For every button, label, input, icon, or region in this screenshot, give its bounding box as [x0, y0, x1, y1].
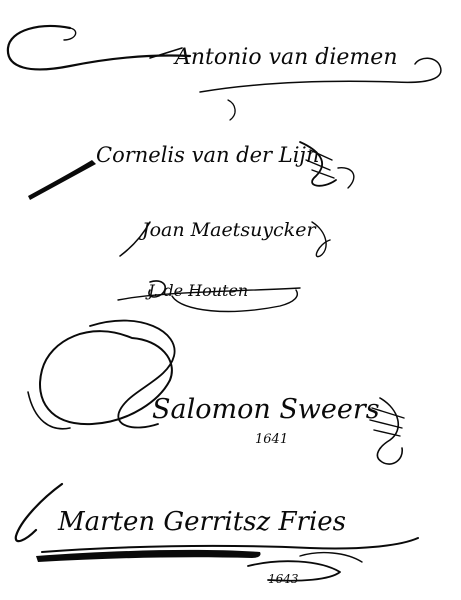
signature-text: Antonio van diemen: [175, 45, 398, 70]
signature-j-de-houten: [118, 281, 300, 312]
signature-salomon-sweers: [28, 321, 404, 464]
signature-marten-gerritsz-fries: [16, 484, 418, 586]
signature-antonio-van-diemen: [8, 26, 441, 120]
signature-text: Cornelis van der Lijn: [96, 143, 320, 167]
signature-year: 1641: [255, 432, 289, 447]
signature-text: Joan Maetsuycker: [142, 219, 316, 241]
signature-text: Salomon Sweers: [152, 394, 380, 425]
signature-cornelis-van-der-lijn: [28, 142, 354, 200]
signature-year: 1643: [268, 572, 299, 586]
signature-text: Marten Gerritsz Fries: [58, 507, 346, 537]
signature-text: J. de Houten: [148, 281, 249, 300]
signature-joan-maetsuycker: [120, 219, 330, 257]
